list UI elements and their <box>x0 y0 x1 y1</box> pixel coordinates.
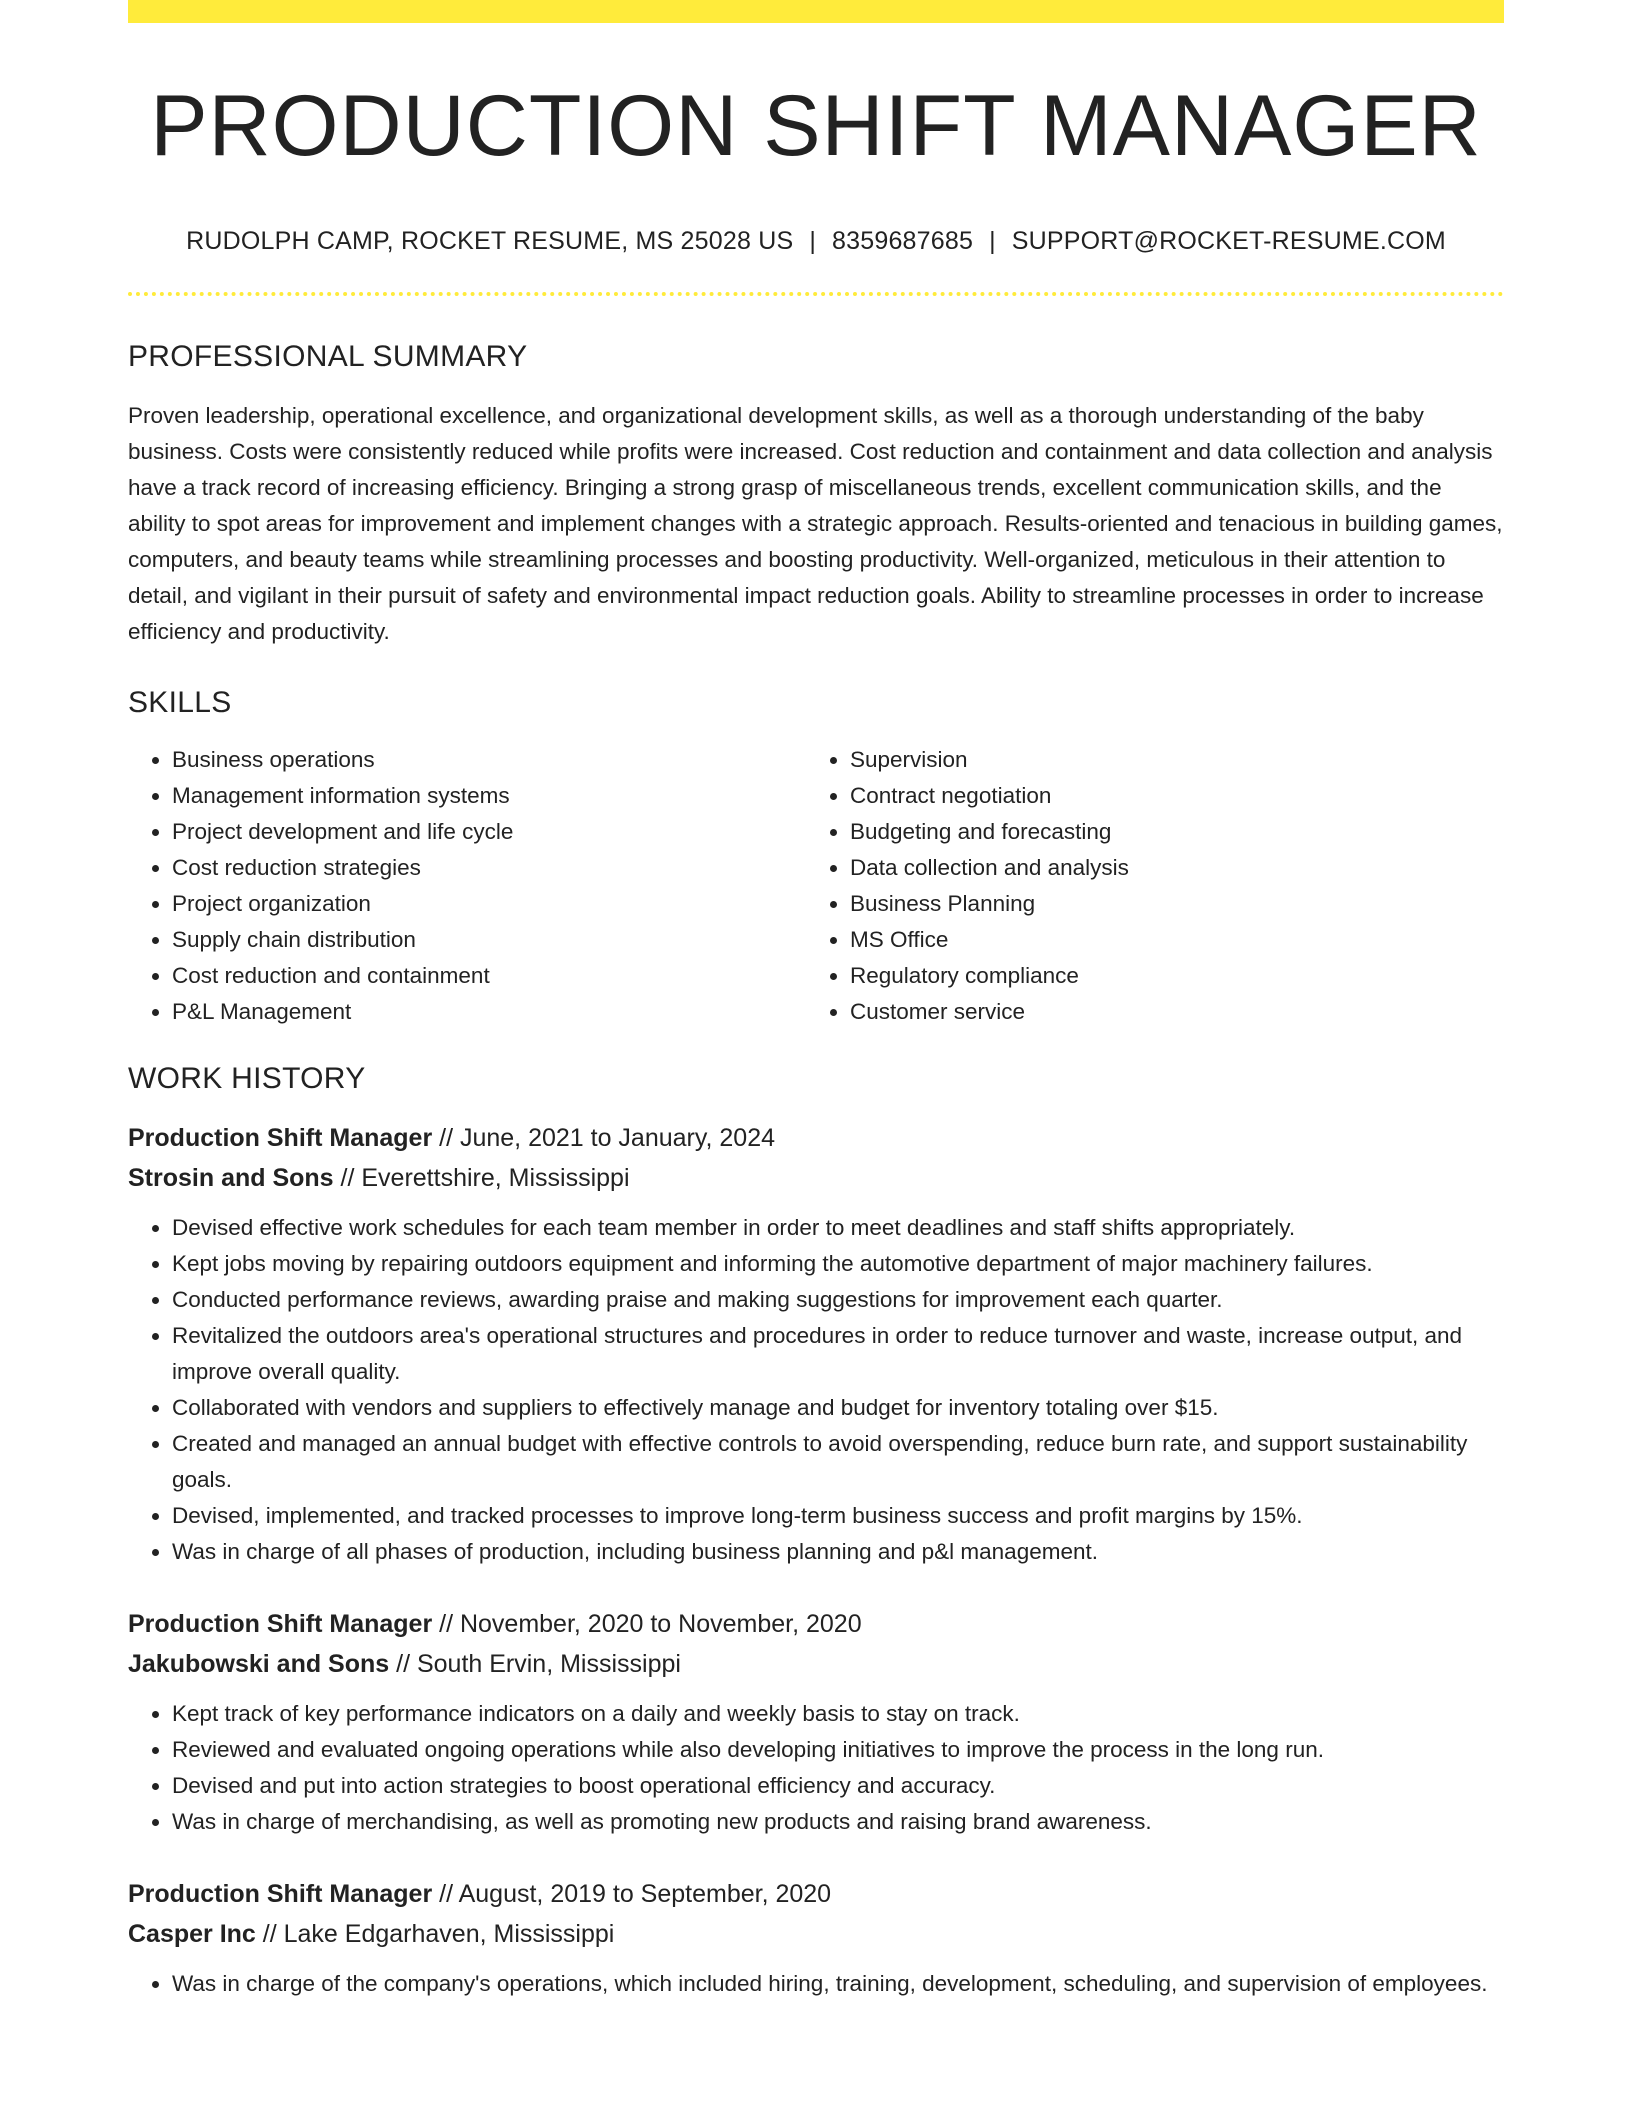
job-bullet: • Was in charge of the company's operations, which included hiring, training, development, scheduling, and supervision of employees. <box>172 1966 1504 2002</box>
job-title: Production Shift Manager <box>128 1880 433 1908</box>
job-bullet: • Created and managed an annual budget with effective controls to avoid overspending, reduce burn rate, and support sustainability goals. <box>172 1426 1504 1498</box>
job-entry <box>128 1604 1504 1840</box>
job-bullet: • Kept jobs moving by repairing outdoors equipment and informing the automotive department of major machinery failures. <box>172 1246 1504 1282</box>
skill-item: • Business operations <box>172 742 806 778</box>
contact-separator: | <box>809 227 817 255</box>
job-entry <box>128 1874 1504 2002</box>
top-accent-bar <box>128 0 1504 23</box>
job-bullet: • Was in charge of merchandising, as well as promoting new products and raising brand awareness. <box>172 1804 1504 1840</box>
contact-line <box>128 227 1504 256</box>
skill-item: • Management information systems <box>172 778 806 814</box>
skill-item: • Budgeting and forecasting <box>850 814 1484 850</box>
skill-item: • Business Planning <box>850 886 1484 922</box>
job-title-line <box>128 1118 1504 1158</box>
contact-address: RUDOLPH CAMP, ROCKET RESUME, MS 25028 US <box>186 227 794 255</box>
job-location: // South Ervin, Mississippi <box>389 1650 681 1678</box>
job-bullet: • Revitalized the outdoors area's operational structures and procedures in order to reduce turnover and waste, increase output, and improve overall quality. <box>172 1318 1504 1390</box>
skill-item: • Customer service <box>850 994 1484 1030</box>
job-company: Jakubowski and Sons <box>128 1650 390 1678</box>
job-title-line <box>128 1874 1504 1914</box>
job-bullet: • Devised and put into action strategies to boost operational efficiency and accuracy. <box>172 1768 1504 1804</box>
job-company: Casper Inc <box>128 1920 256 1948</box>
job-dates: // November, 2020 to November, 2020 <box>432 1610 862 1638</box>
job-dates: // June, 2021 to January, 2024 <box>432 1124 776 1152</box>
job-title-line <box>128 1604 1504 1644</box>
job-entry <box>128 1118 1504 1570</box>
summary-heading: PROFESSIONAL SUMMARY <box>128 340 528 373</box>
job-bullet: • Conducted performance reviews, awarding praise and making suggestions for improvement each quarter. <box>172 1282 1504 1318</box>
skill-item: • Project organization <box>172 886 806 922</box>
job-title: Production Shift Manager <box>128 1610 433 1638</box>
job-bullets <box>128 1210 1504 1570</box>
job-company-line <box>128 1914 1504 1954</box>
skill-item: • Supply chain distribution <box>172 922 806 958</box>
job-location: // Everettshire, Mississippi <box>333 1164 630 1192</box>
summary-paragraph: Proven leadership, operational excellence, and organizational development skills, as well as a thorough understanding of the baby business. Costs were consistently reduced while profits were increased. Cost reduction and containment and data collection and analysis have a track record of increasing efficiency. Bringing a strong grasp of miscellaneous trends, excellent communication skills, and the ability to spot areas for improvement and implement changes with a strategic approach. Results-oriented and tenacious in building games, computers, and beauty teams while streamlining processes and boosting productivity. Well-organized, meticulous in their attention to detail, and vigilant in their pursuit of safety and environmental impact reduction goals. Ability to streamline processes in order to increase efficiency and productivity. <box>128 403 1503 644</box>
resume-title: PRODUCTION SHIFT MANAGER <box>150 78 1482 174</box>
skills-list <box>128 742 1504 1030</box>
job-company-line <box>128 1158 1504 1198</box>
work-history-heading: WORK HISTORY <box>128 1062 366 1095</box>
skill-item: • Cost reduction and containment <box>172 958 806 994</box>
job-bullets <box>128 1696 1504 1840</box>
dotted-divider <box>128 292 1504 296</box>
contact-email: SUPPORT@ROCKET-RESUME.COM <box>1011 227 1446 255</box>
contact-phone: 8359687685 <box>832 227 974 255</box>
skill-item: • Data collection and analysis <box>850 850 1484 886</box>
job-bullet: • Was in charge of all phases of production, including business planning and p&l management. <box>172 1534 1504 1570</box>
skill-item: • Contract negotiation <box>850 778 1484 814</box>
job-bullet: • Devised, implemented, and tracked processes to improve long-term business success and profit margins by 15%. <box>172 1498 1504 1534</box>
job-location: // Lake Edgarhaven, Mississippi <box>255 1920 615 1948</box>
skill-item: • Cost reduction strategies <box>172 850 806 886</box>
skill-item: • MS Office <box>850 922 1484 958</box>
job-bullet: • Collaborated with vendors and suppliers to effectively manage and budget for inventory totaling over $15. <box>172 1390 1504 1426</box>
job-bullets <box>128 1966 1504 2002</box>
skill-item: • Project development and life cycle <box>172 814 806 850</box>
job-bullet: • Devised effective work schedules for each team member in order to meet deadlines and staff shifts appropriately. <box>172 1210 1504 1246</box>
skills-column-left <box>128 742 806 1030</box>
job-dates: // August, 2019 to September, 2020 <box>432 1880 832 1908</box>
skills-heading: SKILLS <box>128 686 232 719</box>
job-bullet: • Kept track of key performance indicators on a daily and weekly basis to stay on track. <box>172 1696 1504 1732</box>
contact-separator: | <box>989 227 996 255</box>
job-title: Production Shift Manager <box>128 1124 433 1152</box>
skill-item: • P&L Management <box>172 994 806 1030</box>
job-company-line <box>128 1644 1504 1684</box>
skill-item: • Supervision <box>850 742 1484 778</box>
job-bullet: • Reviewed and evaluated ongoing operations while also developing initiatives to improve the process in the long run. <box>172 1732 1504 1768</box>
resume-page <box>128 0 1504 2002</box>
skill-item: • Regulatory compliance <box>850 958 1484 994</box>
job-company: Strosin and Sons <box>128 1164 334 1192</box>
skills-column-right <box>806 742 1484 1030</box>
